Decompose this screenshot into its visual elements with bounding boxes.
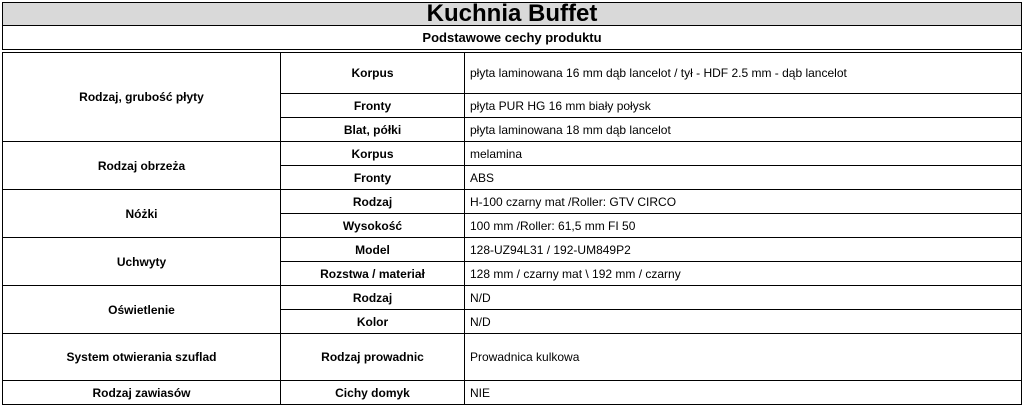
attribute-label: Fronty — [281, 166, 465, 190]
attribute-value: melamina — [465, 142, 1022, 166]
attribute-label: Rodzaj — [281, 286, 465, 310]
attribute-value: H-100 czarny mat /Roller: GTV CIRCO — [465, 190, 1022, 214]
attribute-label: Cichy domyk — [281, 381, 465, 405]
subtitle-row — [3, 26, 1022, 50]
group-label: Rodzaj zawiasów — [3, 381, 281, 405]
table-row — [3, 190, 1022, 214]
attribute-value: N/D — [465, 286, 1022, 310]
attribute-label: Korpus — [281, 142, 465, 166]
attribute-value: N/D — [465, 310, 1022, 334]
attribute-value: Prowadnica kulkowa — [465, 334, 1022, 381]
table-row — [3, 286, 1022, 310]
attribute-label: Blat, półki — [281, 118, 465, 142]
group-label: Rodzaj, grubość płyty — [3, 53, 281, 142]
attribute-label: Rodzaj — [281, 190, 465, 214]
title-row — [3, 3, 1022, 26]
product-spec-table — [2, 2, 1022, 405]
group-label: Oświetlenie — [3, 286, 281, 334]
group-label: Uchwyty — [3, 238, 281, 286]
attribute-value: 100 mm /Roller: 61,5 mm FI 50 — [465, 214, 1022, 238]
attribute-value: 128-UZ94L31 / 192-UM849P2 — [465, 238, 1022, 262]
attribute-value: 128 mm / czarny mat \ 192 mm / czarny — [465, 262, 1022, 286]
attribute-label: Rozstwa / materiał — [281, 262, 465, 286]
attribute-value: płyta laminowana 16 mm dąb lancelot / tył - HDF 2.5 mm - dąb lancelot — [465, 53, 1022, 94]
attribute-label: Korpus — [281, 53, 465, 94]
attribute-value: płyta laminowana 18 mm dąb lancelot — [465, 118, 1022, 142]
table-row — [3, 53, 1022, 94]
group-label: System otwierania szuflad — [3, 334, 281, 381]
sheet-title: Kuchnia Buffet — [3, 3, 1022, 26]
sheet-subtitle: Podstawowe cechy produktu — [3, 26, 1022, 50]
table-row — [3, 142, 1022, 166]
attribute-label: Model — [281, 238, 465, 262]
group-label: Rodzaj obrzeża — [3, 142, 281, 190]
table-row — [3, 381, 1022, 405]
attribute-label: Wysokość — [281, 214, 465, 238]
attribute-value: płyta PUR HG 16 mm biały połysk — [465, 94, 1022, 118]
attribute-value: ABS — [465, 166, 1022, 190]
group-label: Nóżki — [3, 190, 281, 238]
attribute-value: NIE — [465, 381, 1022, 405]
attribute-label: Kolor — [281, 310, 465, 334]
attribute-label: Fronty — [281, 94, 465, 118]
table-row — [3, 238, 1022, 262]
table-row — [3, 334, 1022, 381]
attribute-label: Rodzaj prowadnic — [281, 334, 465, 381]
